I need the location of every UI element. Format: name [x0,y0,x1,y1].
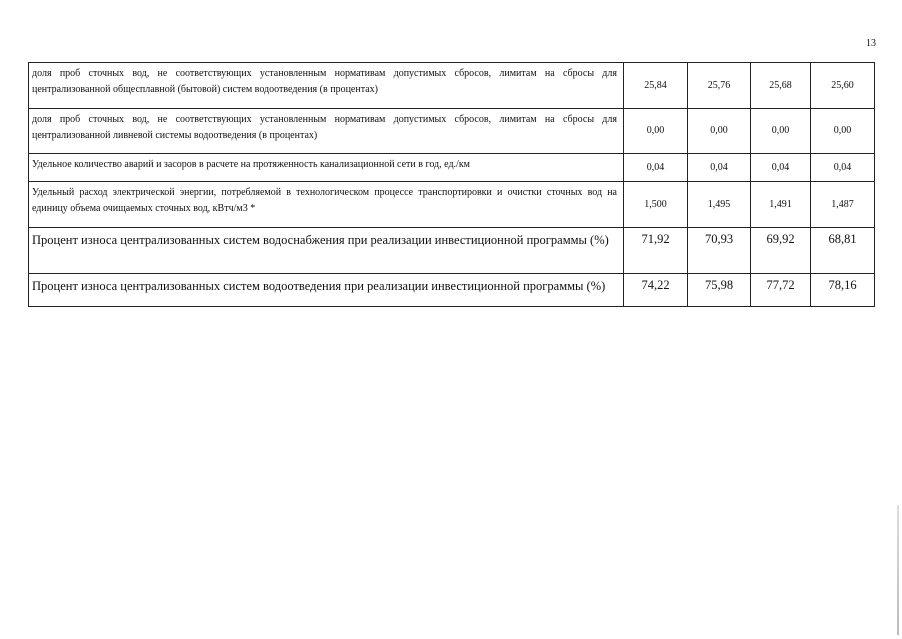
indicator-value: 0,00 [688,109,751,154]
table-row [29,274,875,307]
indicator-value: 78,16 [811,274,875,307]
indicator-value: 70,93 [688,228,751,274]
indicators-table [28,62,875,307]
indicator-value: 0,00 [811,109,875,154]
indicator-value: 1,487 [811,182,875,228]
indicator-value: 1,500 [624,182,688,228]
indicator-value: 0,04 [624,154,688,182]
table-row [29,182,875,228]
indicator-value: 71,92 [624,228,688,274]
indicator-value: 1,491 [751,182,811,228]
page-number: 13 [866,38,876,49]
indicator-value: 75,98 [688,274,751,307]
indicator-value: 0,04 [751,154,811,182]
indicator-value: 74,22 [624,274,688,307]
indicator-value: 25,76 [688,63,751,109]
indicator-value: 0,04 [811,154,875,182]
indicator-value: 0,00 [624,109,688,154]
indicator-value: 69,92 [751,228,811,274]
indicator-description: Процент износа централизованных систем водоотведения при реализации инвестиционной программы (%) [29,274,624,307]
indicator-description: доля проб сточных вод, не соответствующих установленным нормативам допустимых сбросов, лимитам на сбросы для централизованной ливневой системы водоотведения (в процентах) [29,109,624,154]
indicator-value: 77,72 [751,274,811,307]
indicator-description: Удельное количество аварий и засоров в расчете на протяженность канализационной сети в год, ед./км [29,154,624,182]
indicator-description: Удельный расход электрической энергии, потребляемой в технологическом процессе транспортировки и очистки сточных вод на единицу объема очищаемых сточных вод, кВтч/м3 * [29,182,624,228]
table-row [29,228,875,274]
indicator-value: 25,60 [811,63,875,109]
indicator-value: 25,84 [624,63,688,109]
table-row [29,154,875,182]
indicator-value: 68,81 [811,228,875,274]
indicator-value: 25,68 [751,63,811,109]
table-row [29,109,875,154]
indicator-description: доля проб сточных вод, не соответствующих установленным нормативам допустимых сбросов, лимитам на сбросы для централизованной общесплавной (бытовой) систем водоотведения (в процентах) [29,63,624,109]
table-row [29,63,875,109]
indicator-value: 0,04 [688,154,751,182]
scan-edge-mark [897,505,899,635]
indicator-value: 1,495 [688,182,751,228]
indicator-description: Процент износа централизованных систем водоснабжения при реализации инвестиционной программы (%) [29,228,624,274]
indicator-value: 0,00 [751,109,811,154]
